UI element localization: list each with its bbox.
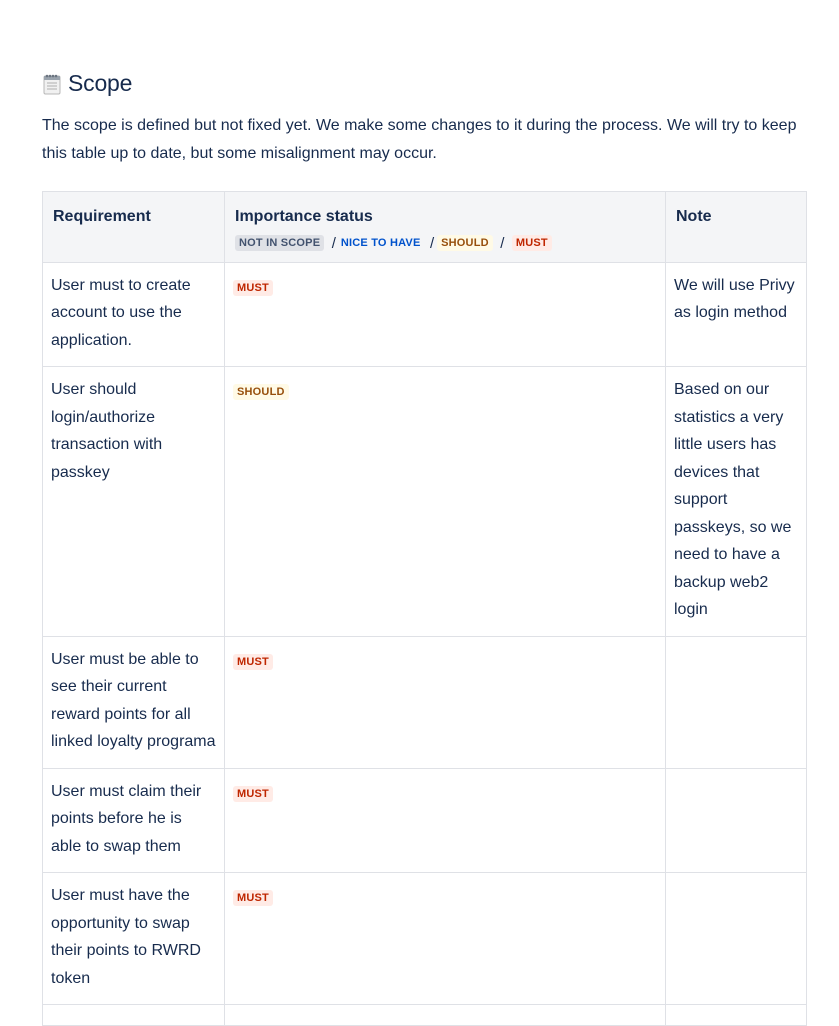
legend-separator: / [500, 234, 505, 252]
requirement-cell: User should login/authorize transaction with passkey [43, 367, 225, 637]
note-cell [666, 873, 807, 1005]
status-lozenge: MUST [233, 890, 273, 906]
status-cell [225, 1005, 666, 1026]
intro-paragraph: The scope is defined but not fixed yet. We make some changes to it during the process. We will try to keep this table up to date, but some misalignment may occur. [42, 117, 797, 162]
requirement-cell: User must be able to see their current reward points for all linked loyalty programa [43, 636, 225, 768]
scope-table [42, 191, 807, 1026]
note-cell [666, 1005, 807, 1026]
requirement-cell: User must claim their points before he is able to swap them [43, 768, 225, 873]
header-importance [225, 192, 666, 263]
status-cell [225, 636, 666, 768]
note-cell [666, 636, 807, 768]
status-legend [235, 235, 655, 253]
notepad-icon [42, 73, 62, 95]
legend-separator: / [331, 234, 336, 252]
status-lozenge: SHOULD [233, 384, 289, 400]
header-note: Note [666, 192, 807, 263]
note-cell: Based on our statistics a very little users has devices that support passkeys, so we need to have a backup web2 login [666, 367, 807, 637]
table-row [43, 367, 807, 637]
header-importance-label: Importance status [235, 208, 373, 225]
status-lozenge: MUST [233, 786, 273, 802]
status-cell [225, 367, 666, 637]
legend-should: SHOULD [437, 235, 493, 251]
table-row [43, 262, 807, 367]
page-title: Scope [68, 70, 133, 96]
requirement-cell: User must have the opportunity to swap their points to RWRD token [43, 873, 225, 1005]
legend-not-in-scope: NOT IN SCOPE [235, 235, 324, 251]
table-row [43, 636, 807, 768]
requirement-cell [43, 1005, 225, 1026]
table-header-row [43, 192, 807, 263]
status-cell [225, 262, 666, 367]
legend-separator: / [429, 234, 435, 252]
status-cell [225, 768, 666, 873]
legend-nice-to-have: NICE TO HAVE [340, 237, 421, 250]
status-cell [225, 873, 666, 1005]
table-row [43, 768, 807, 873]
note-cell: We will use Privy as login method [666, 262, 807, 367]
header-requirement: Requirement [43, 192, 225, 263]
legend-must: MUST [512, 235, 552, 251]
status-lozenge: MUST [233, 280, 273, 296]
note-cell [666, 768, 807, 873]
section-heading [42, 70, 132, 97]
table-row-partial [43, 1005, 807, 1026]
requirement-cell: User must to create account to use the application. [43, 262, 225, 367]
status-lozenge: MUST [233, 654, 273, 670]
table-row [43, 873, 807, 1005]
